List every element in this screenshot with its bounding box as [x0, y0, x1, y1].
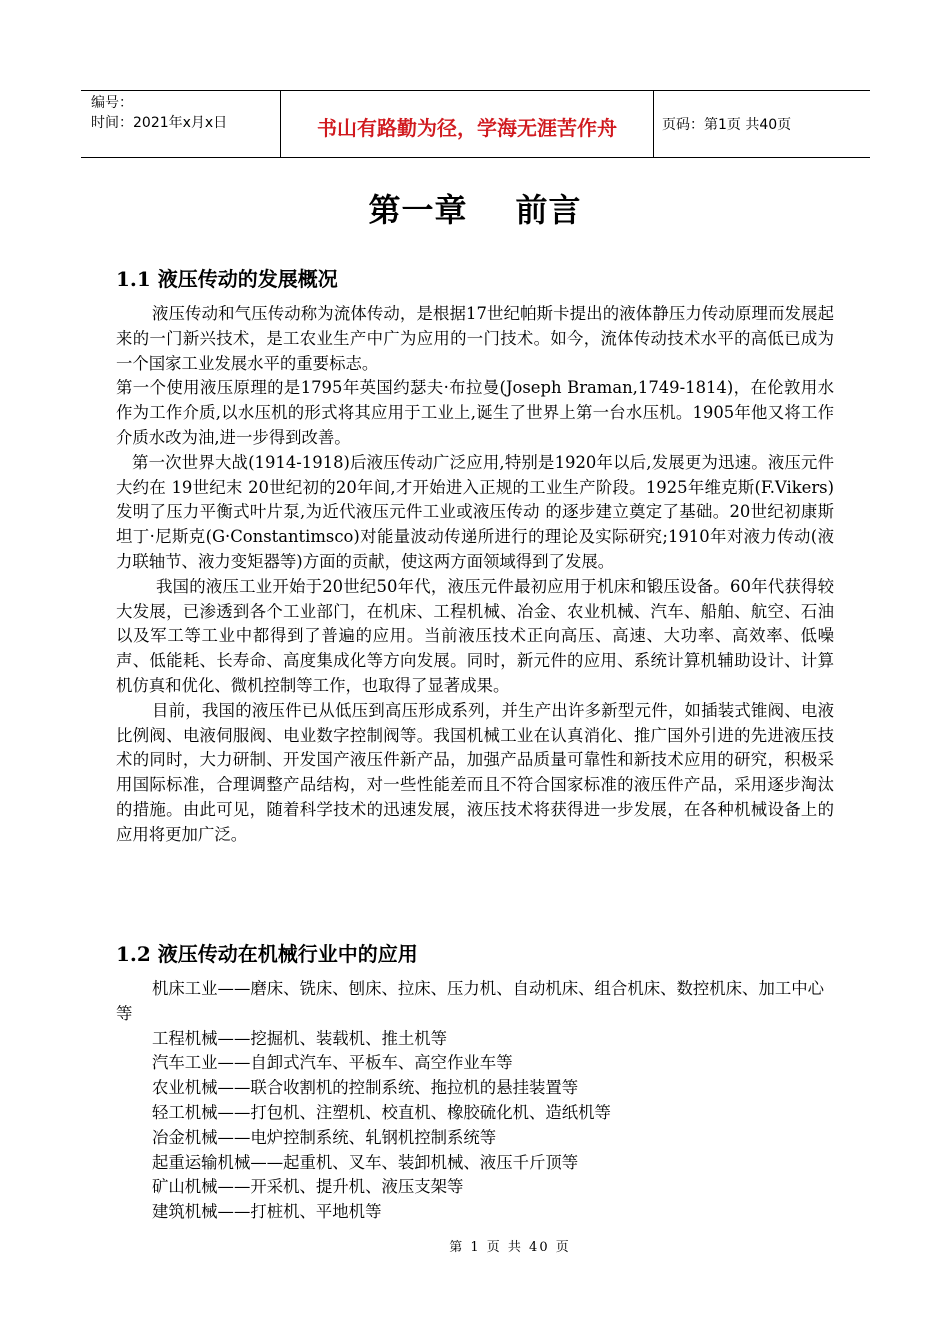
- section-heading-1-1: 1.1 液压传动的发展概况: [116, 267, 338, 291]
- list-item: 轻工机械——打包机、注塑机、校直机、橡胶硫化机、造纸机等: [152, 1102, 611, 1122]
- header-motto: 书山有路勤为径，学海无涯苦作舟: [281, 91, 654, 157]
- time-label: 时间：2021年x月x日: [91, 115, 228, 131]
- list-item: 农业机械——联合收割机的控制系统、拖拉机的悬挂装置等: [152, 1078, 579, 1098]
- paragraph: 第一个使用液压原理的是1795年英国约瑟夫·布拉曼(Joseph Braman,1749-1814)，在伦敦用水作为工作介质,以水压机的形式将其应用于工业上,诞生了世界上第一台水压机。1905年他又将工作介质水改为油,进一步得到改善。: [116, 378, 834, 447]
- number-label: 编号：: [91, 95, 133, 111]
- chapter-name: 前言: [515, 191, 582, 229]
- paragraph: 第一次世界大战(1914-1918)后液压传动广泛应用,特别是1920年以后,发展更为迅速。液压元件大约在 19世纪末 20世纪初的20年间,才开始进入正规的工业生产阶段。1925年维克斯(F.Vikers)发明了压力平衡式叶片泵,为近代液压元件工业或液压传动 的逐步建立奠定了基础。20世纪初康斯坦丁·尼斯克(G·Constantimsco)对能量波动传递所进行的理论及实际研究;1910年对液力传动(液力联轴节、液力变矩器等)方面的贡献，使这两方面领域得到了发展。: [116, 452, 834, 571]
- section-heading-1-2: 1.2 液压传动在机械行业中的应用: [116, 942, 418, 966]
- page-footer: 第 1 页 共 40 页: [449, 1240, 571, 1255]
- paragraph: 目前，我国的液压件已从低压到高压形成系列，并生产出许多新型元件，如插装式锥阀、电液比例阀、电液伺服阀、电业数字控制阀等。我国机械工业在认真消化、推广国外引进的先进液压技术的同时，大力研制、开发国产液压件新产品，加强产品质量可靠性和新技术应用的研究，积极采用国际标准，合理调整产品结构，对一些性能差而且不符合国家标准的液压件产品，采用逐步淘汰的措施。由此可见，随着科学技术的迅速发展，液压技术将获得进一步发展，在各种机械设备上的应用将更加广泛。: [116, 700, 834, 844]
- list-item: 建筑机械——打桩机、平地机等: [152, 1202, 382, 1222]
- list-item: 汽车工业——自卸式汽车、平板车、高空作业车等: [152, 1053, 513, 1073]
- section-1-1-body: [116, 302, 834, 848]
- list-item: 工程机械——挖掘机、装载机、推土机等: [152, 1028, 448, 1048]
- list-item: 起重运输机械——起重机、叉车、装卸机械、液压千斤顶等: [152, 1152, 579, 1172]
- header-meta: [81, 91, 281, 157]
- application-list: [116, 977, 834, 1225]
- header-page-info: 页码：第1页 共40页: [662, 117, 792, 133]
- chapter-number: 第一章: [368, 191, 468, 229]
- list-item: 冶金机械——电炉控制系统、轧钢机控制系统等: [152, 1127, 497, 1147]
- paragraph: 液压传动和气压传动称为流体传动，是根据17世纪帕斯卡提出的液体静压力传动原理而发展起来的一门新兴技术，是工农业生产中广为应用的一门技术。如今，流体传动技术水平的高低已成为一个国家工业发展水平的重要标志。: [116, 304, 834, 373]
- list-item: 矿山机械——开采机、提升机、液压支架等: [152, 1177, 464, 1197]
- list-item: 机床工业——磨床、铣床、刨床、拉床、压力机、自动机床、组合机床、数控机床、加工中心等: [116, 979, 825, 1023]
- paragraph: 我国的液压工业开始于20世纪50年代，液压元件最初应用于机床和锻压设备。60年代获得较大发展，已渗透到各个工业部门，在机床、工程机械、冶金、农业机械、汽车、船舶、航空、石油以及军工等工业中都得到了普遍的应用。当前液压技术正向高压、高速、大功率、高效率、低噪声、低能耗、长寿命、高度集成化等方向发展。同时，新元件的应用、系统计算机辅助设计、计算机仿真和优化、微机控制等工作，也取得了显著成果。: [116, 576, 834, 695]
- document-header: [81, 90, 870, 158]
- chapter-title: [0, 185, 950, 231]
